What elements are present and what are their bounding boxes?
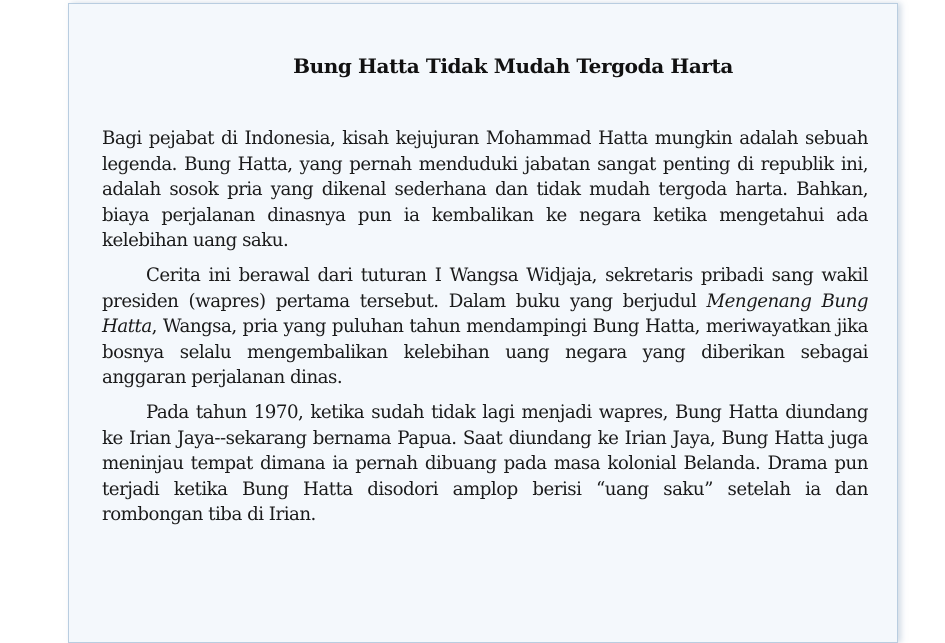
- document-title: Bung Hatta Tidak Mudah Tergoda Harta: [293, 54, 733, 78]
- book-title-italic: Mengenang Bung Hatta: [102, 290, 868, 338]
- document-body: [102, 126, 868, 537]
- paragraph-3: Pada tahun 1970, ketika sudah tidak lagi menjadi wapres, Bung Hatta diundang ke Irian Jaya--sekarang bernama Papua. Saat diundang ke Irian Jaya, Bung Hatta juga meninjau tempat dimana ia pernah dibuang pada masa kolonial Belanda. Drama pun terjadi ketika Bung Hatta disodori amplop berisi “uang saku” setelah ia dan rombongan tiba di Irian.: [102, 401, 868, 526]
- paragraph-2-text-before: Cerita ini berawal dari tuturan I Wangsa Widjaja, sekretaris pribadi sang wakil presiden (wapres) pertama tersebut. Dalam buku yang berjudul: [102, 264, 868, 312]
- paragraph-2-text-after: , Wangsa, pria yang puluhan tahun mendampingi Bung Hatta, meriwayatkan jika bosnya selalu mengembalikan kelebihan uang negara yang diberikan sebagai anggaran perjalanan dinas.: [102, 316, 868, 389]
- paragraph-1: Bagi pejabat di Indonesia, kisah kejujuran Mohammad Hatta mungkin adalah sebuah legenda. Bung Hatta, yang pernah menduduki jabatan sangat penting di republik ini, adalah sosok pria yang dikenal sederhana dan tidak mudah tergoda harta. Bahkan, biaya perjalanan dinasnya pun ia kembalikan ke negara ketika mengetahui ada kelebihan uang saku.: [102, 128, 868, 252]
- document-page: [68, 3, 898, 643]
- paragraph-2: [102, 263, 868, 391]
